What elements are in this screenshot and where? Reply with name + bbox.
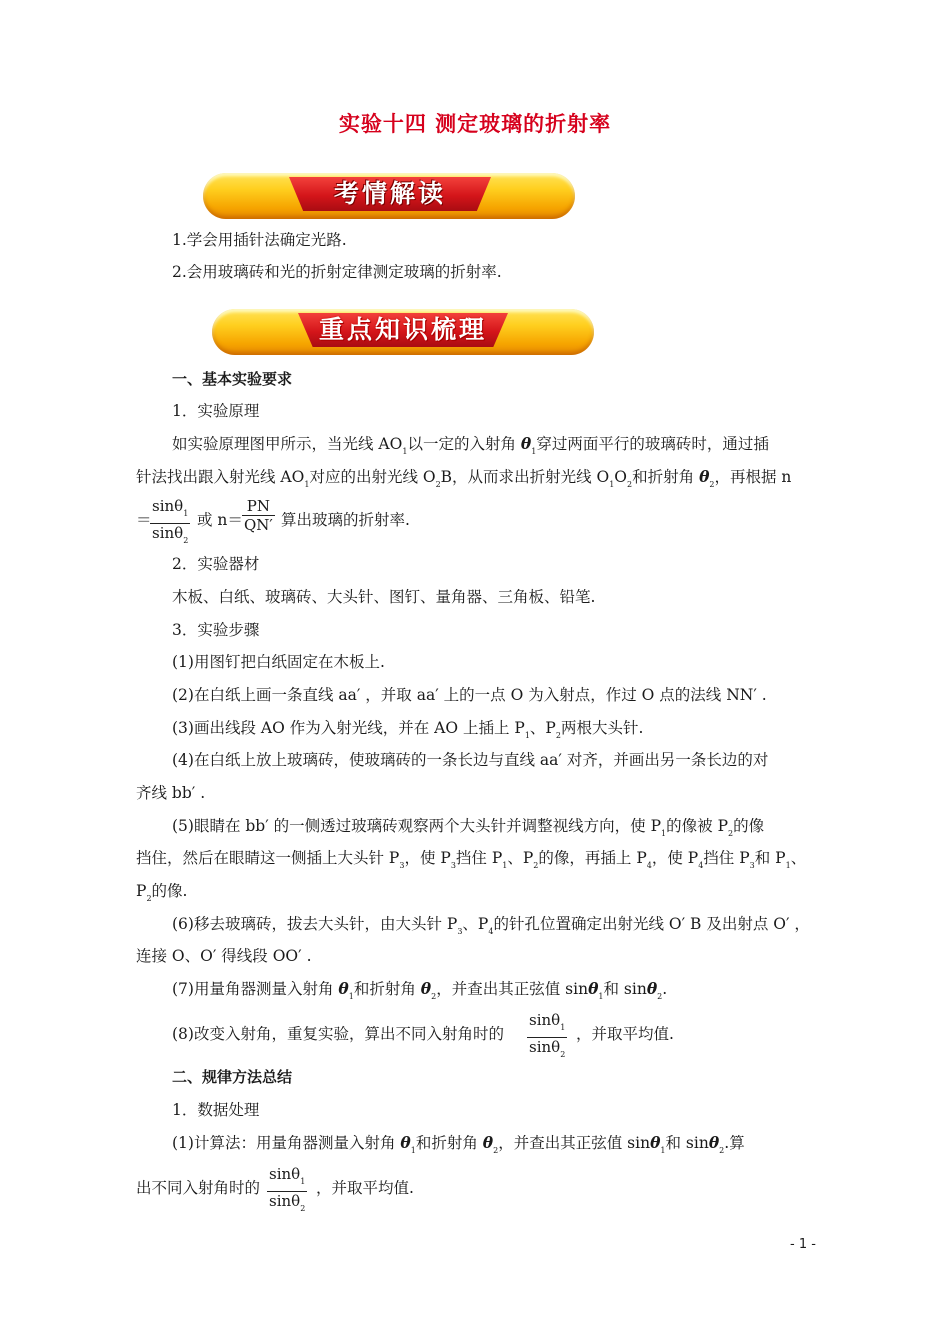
subsection-title: 1．数据处理 xyxy=(172,1101,260,1119)
fraction-pn-qn: $\frac{PN}{QN'}$ xyxy=(244,497,273,534)
banner-label: 重点知识梳理 xyxy=(318,315,487,344)
data-processing-line: ，并取平均值. xyxy=(316,1179,414,1197)
fraction-sin-ratio: $\frac{\sin\theta_1}{\sin\theta_2}$ xyxy=(529,1011,566,1059)
step-5: (5)眼睛在 bb′ 的一侧透过玻璃砖观察两个大头针并调整视线方向，使 $P_1$的像被 $P_2$的像 xyxy=(172,817,765,838)
banner-label: 考情解读 xyxy=(333,179,446,208)
section-heading-1: 一、基本实验要求 xyxy=(172,370,293,388)
page-title: 实验十四 测定玻璃的折射率 xyxy=(338,112,612,136)
step-4: (4)在白纸上放上玻璃砖，使玻璃砖的一条长边与直线 aa′ 对齐，并画出另一条长边的对 xyxy=(172,751,769,769)
data-processing-line: 出不同入射角时的 xyxy=(136,1179,261,1197)
step-2: (2)在白纸上画一条直线 aa′ ，并取 aa′ 上的一点 O 为入射点，作过 O 点的法线 NN′ . xyxy=(172,686,767,704)
objective-1: 1.学会用插针法确定光路. xyxy=(172,231,347,249)
fraction-sin-ratio: $\frac{\sin\theta_1}{\sin\theta_2}$ xyxy=(152,497,189,545)
step-1: (1)用图钉把白纸固定在木板上. xyxy=(172,653,385,671)
subsection-title: 3．实验步骤 xyxy=(172,621,260,639)
section-heading-2: 二、规律方法总结 xyxy=(172,1068,293,1086)
equipment-list: 木板、白纸、玻璃砖、大头针、图钉、量角器、三角板、铅笔. xyxy=(172,588,596,606)
step-4: 齐线 bb′ . xyxy=(136,784,206,802)
step-7: (7)用量角器测量入射角 $\theta_1$和折射角 $\theta_2$，并查出其正弦值 sinθ$_1$和 sinθ$_2$. xyxy=(172,979,668,1001)
paragraph-line: 或 n＝ xyxy=(197,511,243,529)
step-5: $P_2$的像. xyxy=(136,882,188,903)
step-6: 连接 O、O′ 得线段 OO′ . xyxy=(136,947,312,965)
page-number: - 1 - xyxy=(790,1237,816,1252)
objective-2: 2.会用玻璃砖和光的折射定律测定玻璃的折射率. xyxy=(172,263,502,281)
fraction-sin-ratio: $\frac{\sin\theta_1}{\sin\theta_2}$ xyxy=(269,1165,306,1213)
paragraph-line: ＝ xyxy=(136,511,152,529)
step-6: (6)移去玻璃砖，拔去大头针，由大头针 $P_3$、$P_4$的针孔位置确定出射光线 O′ B 及出射点 O′ ， xyxy=(172,915,810,936)
step-3: (3)画出线段 AO 作为入射光线，并在 AO 上插上 $P_1$、$P_2$两根大头针. xyxy=(172,719,644,740)
step-8: ，并取平均值. xyxy=(576,1025,674,1043)
section-banner-zhongdian xyxy=(212,309,594,355)
step-8: (8)改变入射角，重复实验，算出不同入射角时的 xyxy=(172,1025,504,1043)
data-processing-line: (1)计算法：用量角器测量入射角 $\theta_1$和折射角 $\theta_2$，并查出其正弦值 sinθ$_1$和 sinθ$_2$.算 xyxy=(172,1133,745,1155)
paragraph-line: 针法找出跟入射光线 $AO_1$对应的出射光线 $O_2B$，从而求出折射光线 $O_1O_2$和折射角 $\theta_2$，再根据 n xyxy=(136,467,792,489)
step-5: 挡住，然后在眼睛这一侧插上大头针 $P_3$，使 $P_3$挡住 $P_1$、$P_2$的像，再插上 $P_4$，使 $P_4$挡住 $P_3$和 $P_1$、 xyxy=(136,849,807,870)
paragraph-line: 如实验原理图甲所示，当光线 $AO_1$以一定的入射角 $\theta_1$穿过两面平行的玻璃砖时，通过插 xyxy=(172,434,769,456)
paragraph-line: 算出玻璃的折射率. xyxy=(281,511,410,529)
section-banner-kaoqing xyxy=(203,173,575,219)
subsection-title: 1．实验原理 xyxy=(172,402,260,420)
subsection-title: 2．实验器材 xyxy=(172,555,260,573)
